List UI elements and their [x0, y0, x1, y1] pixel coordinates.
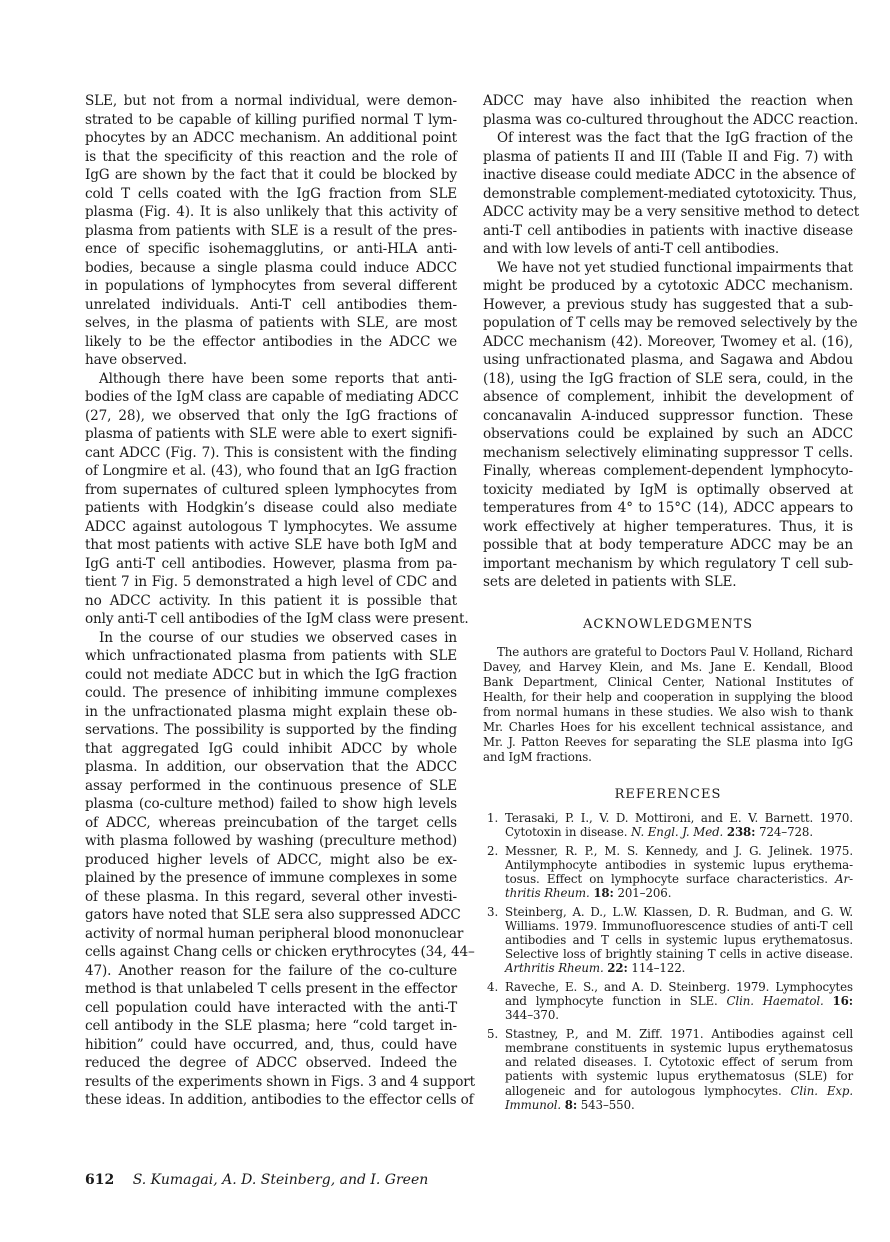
- reference-text: Cytotoxin in disease.: [505, 825, 631, 840]
- text-line: However, a previous study has suggested that a sub-: [483, 296, 853, 313]
- reference-text: 8:: [564, 1097, 578, 1112]
- reference-text: Messner, R. P., M. S. Kennedy, and J. G. Jelinek. 1975.: [505, 843, 853, 858]
- reference-text: Steinberg, A. D., L.W. Klassen, D. R. Budman, and G. W.: [505, 904, 853, 919]
- reference-line: [505, 961, 853, 975]
- reference-line: [505, 1069, 853, 1083]
- text-line: of these plasma. In this regard, several other investi-: [85, 888, 457, 905]
- right-column: [483, 92, 860, 592]
- reference-line: [505, 825, 853, 839]
- text-line: selves, in the plasma of patients with SLE, are most: [85, 315, 457, 331]
- reference-text: N. Engl. J. Med.: [631, 825, 724, 840]
- text-line: ADCC against autologous T lymphocytes. We assume: [85, 518, 457, 535]
- reference-text: Raveche, E. S., and A. D. Steinberg. 1979. Lymphocytes: [505, 979, 853, 994]
- text-line: unrelated individuals. Anti-T cell antibodies them-: [85, 296, 457, 313]
- acknowledgment-line: Mr. Charles Hoes for his excellent technical assistance, and: [483, 720, 853, 734]
- reference-text: Clin. Haematol.: [726, 994, 824, 1009]
- text-line: cell antibody in the SLE plasma; here “cold target in-: [85, 1018, 457, 1034]
- reference-text: Selective loss of brightly staining T cells in active disease.: [505, 947, 853, 962]
- text-line: plasma of patients II and III (Table II and Fig. 7) with: [483, 148, 853, 165]
- paragraph: [85, 629, 475, 1110]
- text-line: hibition” could have occurred, and, thus, could have: [85, 1036, 457, 1053]
- reference-text: and related diseases. I. Cytotoxic effect of serum from: [505, 1055, 853, 1070]
- text-line: bodies of the IgM class are capable of mediating ADCC: [85, 389, 459, 405]
- text-line: cold T cells coated with the IgG fraction from SLE: [85, 185, 457, 202]
- reference-number: 3.: [487, 904, 499, 919]
- text-line: demonstrable complement-mediated cytotoxicity. Thus,: [483, 185, 857, 202]
- text-line: and with low levels of anti-T cell antibodies.: [483, 241, 780, 257]
- text-line: plasma from patients with SLE is a result of the pres-: [85, 222, 457, 239]
- acknowledgment-line: Health, for their help and cooperation in supplying the blood: [483, 690, 853, 704]
- page-number: 612: [85, 1172, 115, 1188]
- text-line: Although there have been some reports that anti-: [99, 370, 457, 387]
- references-heading: REFERENCES: [614, 787, 722, 802]
- reference-text: and lymphocyte function in SLE.: [505, 994, 727, 1009]
- text-line: phocytes by an ADCC mechanism. An additional point: [85, 130, 457, 146]
- text-line: activity of normal human peripheral blood mononuclear: [85, 925, 464, 942]
- text-line: plasma. In addition, our observation that the ADCC: [85, 759, 457, 775]
- reference-item: [483, 844, 853, 901]
- reference-item: [483, 905, 853, 976]
- reference-text: Antilymphocyte antibodies in systemic lupus erythema-: [505, 857, 853, 872]
- text-line: sets are deleted in patients with SLE.: [483, 574, 737, 590]
- text-line: anti-T cell antibodies in patients with inactive disease: [483, 222, 853, 239]
- reference-line: [505, 886, 853, 900]
- reference-line: [505, 1041, 853, 1055]
- reference-item: [483, 811, 853, 839]
- text-line: plasma of patients with SLE were able to exert signifi-: [85, 426, 457, 442]
- text-line: SLE, but not from a normal individual, were demon-: [85, 93, 457, 109]
- paragraph: [85, 92, 457, 370]
- text-line: strated to be capable of killing purified normal T lym-: [85, 111, 457, 128]
- paragraph: [483, 259, 858, 592]
- text-line: ence of specific isohemagglutins, or anti-HLA anti-: [85, 241, 457, 257]
- acknowledgment-line: Davey, and Harvey Klein, and Ms. Jane E. Kendall, Blood: [483, 660, 853, 674]
- reference-line: [505, 1027, 853, 1041]
- text-line: no ADCC activity. In this patient it is possible that: [85, 592, 457, 609]
- text-line: plasma (Fig. 4). It is also unlikely that this activity of: [85, 204, 457, 220]
- reference-text: 724–728.: [755, 825, 813, 840]
- reference-text: 201–206.: [613, 886, 672, 901]
- reference-number: 2.: [487, 843, 499, 858]
- reference-line: [505, 1084, 853, 1098]
- reference-text: Arthritis Rheum.: [505, 961, 604, 976]
- reference-line: [505, 858, 853, 872]
- text-line: absence of complement, inhibit the development of: [483, 389, 853, 405]
- text-line: in the unfractionated plasma might explain these ob-: [85, 703, 457, 720]
- text-line: of ADCC, whereas preincubation of the target cells: [85, 814, 457, 831]
- reference-item: [483, 980, 853, 1023]
- text-line: is that the specificity of this reaction and the role of: [85, 148, 457, 165]
- text-line: work effectively at higher temperatures. Thus, it is: [483, 518, 853, 535]
- text-line: plasma (co-culture method) failed to show high levels: [85, 796, 457, 812]
- reference-number: 5.: [487, 1026, 499, 1041]
- reference-text: 16:: [832, 994, 854, 1009]
- text-line: tient 7 in Fig. 5 demonstrated a high level of CDC and: [85, 574, 457, 590]
- text-line: results of the experiments shown in Figs. 3 and 4 support: [85, 1073, 475, 1090]
- acknowledgment-line: The authors are grateful to Doctors Paul V. Holland, Richard: [497, 645, 853, 659]
- text-line: assay performed in the continuous presence of SLE: [85, 777, 457, 794]
- reference-text: patients with systemic lupus erythematosus (SLE) for: [505, 1069, 853, 1084]
- references-list: [483, 811, 853, 1116]
- text-line: observations could be explained by such an ADCC: [483, 426, 853, 442]
- text-line: could not mediate ADCC but in which the IgG fraction: [85, 666, 457, 683]
- reference-line: [505, 994, 853, 1008]
- reference-line: [505, 905, 853, 919]
- text-line: with plasma followed by washing (preculture method): [85, 833, 457, 849]
- text-line: these ideas. In addition, antibodies to the effector cells of: [85, 1092, 474, 1108]
- text-line: could. The presence of inhibiting immune complexes: [85, 685, 457, 701]
- text-line: temperatures from 4° to 15°C (14), ADCC appears to: [483, 500, 853, 516]
- reference-item: [483, 1027, 853, 1112]
- text-line: plained by the presence of immune complexes in some: [85, 870, 457, 886]
- text-line: We have not yet studied functional impairments that: [497, 259, 853, 276]
- acknowledgment-line: from normal humans in these studies. We also wish to thank: [483, 705, 853, 719]
- text-line: Of interest was the fact that the IgG fraction of the: [497, 130, 853, 146]
- text-line: 47). Another reason for the failure of the co-culture: [85, 962, 457, 979]
- text-line: gators have noted that SLE sera also suppressed ADCC: [85, 907, 461, 923]
- text-line: inactive disease could mediate ADCC in the absence of: [483, 167, 855, 183]
- running-authors: S. Kumagai, A. D. Steinberg, and I. Green: [132, 1172, 429, 1188]
- reference-line: [505, 1055, 853, 1069]
- reference-line: [505, 1098, 853, 1112]
- text-line: might be produced by a cytotoxic ADCC mechanism.: [483, 278, 853, 294]
- reference-text: Stastney, P., and M. Ziff. 1971. Antibodies against cell: [505, 1026, 853, 1041]
- text-line: plasma was co-cultured throughout the ADCC reaction.: [483, 111, 859, 128]
- reference-line: [505, 919, 853, 933]
- text-line: cells against Chang cells or chicken erythrocytes (34, 44–: [85, 944, 475, 960]
- reference-text: 114–122.: [627, 961, 686, 976]
- reference-line: [505, 844, 853, 858]
- reference-text: [824, 994, 833, 1008]
- text-line: concanavalin A-induced suppressor function. These: [483, 407, 853, 424]
- text-line: Finally, whereas complement-dependent lymphocyto-: [483, 463, 853, 479]
- text-line: In the course of our studies we observed cases in: [99, 629, 457, 646]
- text-line: toxicity mediated by IgM is optimally observed at: [483, 481, 853, 498]
- reference-line: [505, 947, 853, 961]
- text-line: IgG are shown by the fact that it could be blocked by: [85, 167, 457, 183]
- reference-line: [505, 980, 853, 994]
- left-column: [85, 92, 475, 1110]
- reference-text: 18:: [593, 886, 614, 901]
- text-line: that aggregated IgG could inhibit ADCC by whole: [85, 740, 457, 757]
- paragraph: [85, 370, 469, 629]
- acknowledgments-heading: ACKNOWLEDGMENTS: [582, 617, 754, 632]
- reference-text: allogeneic and for autologous lymphocytes.: [505, 1083, 791, 1098]
- reference-text: thritis Rheum.: [505, 886, 590, 901]
- acknowledgment-line: Bank Department, Clinical Center, National Institutes of: [483, 675, 853, 689]
- acknowledgment-line: Mr. J. Patton Reeves for separating the SLE plasma into IgG: [483, 735, 853, 749]
- reference-line: [505, 872, 853, 886]
- reference-line: [505, 933, 853, 947]
- reference-text: Ar-: [835, 872, 853, 887]
- reference-number: 1.: [487, 811, 499, 825]
- text-line: that most patients with active SLE have both IgM and: [85, 537, 457, 553]
- reference-text: 22:: [607, 961, 628, 976]
- paragraph: [483, 92, 859, 129]
- text-line: from supernates of cultured spleen lymphocytes from: [85, 481, 457, 498]
- text-line: method is that unlabeled T cells present in the effector: [85, 981, 457, 997]
- text-line: ADCC mechanism (42). Moreover, Twomey et al. (16),: [483, 333, 853, 350]
- reference-text: membrane constituents in systemic lupus erythematosus: [505, 1041, 853, 1055]
- text-line: cell population could have interacted with the anti-T: [85, 999, 457, 1016]
- text-line: ADCC activity may be a very sensitive method to detect: [483, 204, 860, 220]
- reference-text: 543–550.: [577, 1097, 635, 1112]
- reference-text: Terasaki, P. I., V. D. Mottironi, and E. V. Barnett. 1970.: [505, 811, 853, 825]
- reference-text: Williams. 1979. Immunofluorescence studies of anti-T cell: [505, 918, 853, 933]
- text-line: important mechanism by which regulatory T cell sub-: [483, 555, 853, 572]
- page-footer: [85, 1172, 428, 1188]
- text-line: possible that at body temperature ADCC may be an: [483, 537, 853, 553]
- reference-line: [505, 1008, 853, 1022]
- text-line: mechanism selectively eliminating suppressor T cells.: [483, 444, 853, 461]
- text-line: (18), using the IgG fraction of SLE sera, could, in the: [483, 370, 853, 387]
- reference-text: 238:: [726, 825, 756, 840]
- text-line: bodies, because a single plasma could induce ADCC: [85, 259, 457, 276]
- text-line: likely to be the effector antibodies in the ADCC we: [85, 333, 457, 350]
- reference-text: 344–370.: [505, 1008, 559, 1023]
- text-line: population of T cells may be removed selectively by the: [483, 315, 858, 331]
- reference-text: tosus. Effect on lymphocyte surface characteristics.: [505, 872, 836, 887]
- text-line: servations. The possibility is supported by the finding: [85, 722, 457, 738]
- text-line: cant ADCC (Fig. 7). This is consistent with the finding: [85, 444, 457, 461]
- text-line: IgG anti-T cell antibodies. However, plasma from pa-: [85, 555, 457, 572]
- reference-text: Immunol.: [505, 1097, 562, 1112]
- text-line: (27, 28), we observed that only the IgG fractions of: [85, 407, 457, 424]
- text-line: only anti-T cell antibodies of the IgM class were present.: [85, 611, 469, 627]
- text-line: of Longmire et al. (43), who found that an IgG fraction: [85, 463, 457, 479]
- text-line: patients with Hodgkin’s disease could also mediate: [85, 500, 457, 516]
- text-line: using unfractionated plasma, and Sagawa and Abdou: [483, 352, 853, 368]
- reference-text: Clin. Exp.: [790, 1083, 853, 1098]
- text-line: produced higher levels of ADCC, might also be ex-: [85, 851, 457, 868]
- text-line: reduced the degree of ADCC observed. Indeed the: [85, 1055, 457, 1071]
- acknowledgment-line: and IgM fractions.: [483, 750, 592, 764]
- reference-line: [505, 811, 853, 825]
- paragraph: [483, 129, 860, 259]
- acknowledgments-text: [483, 645, 853, 765]
- text-line: in populations of lymphocytes from several different: [85, 278, 457, 294]
- text-line: have observed.: [85, 352, 187, 368]
- reference-text: antibodies and T cells in systemic lupus erythematosus.: [505, 933, 853, 948]
- text-line: ADCC may have also inhibited the reaction when: [483, 93, 853, 109]
- text-line: which unfractionated plasma from patients with SLE: [85, 648, 457, 664]
- reference-number: 4.: [487, 979, 499, 994]
